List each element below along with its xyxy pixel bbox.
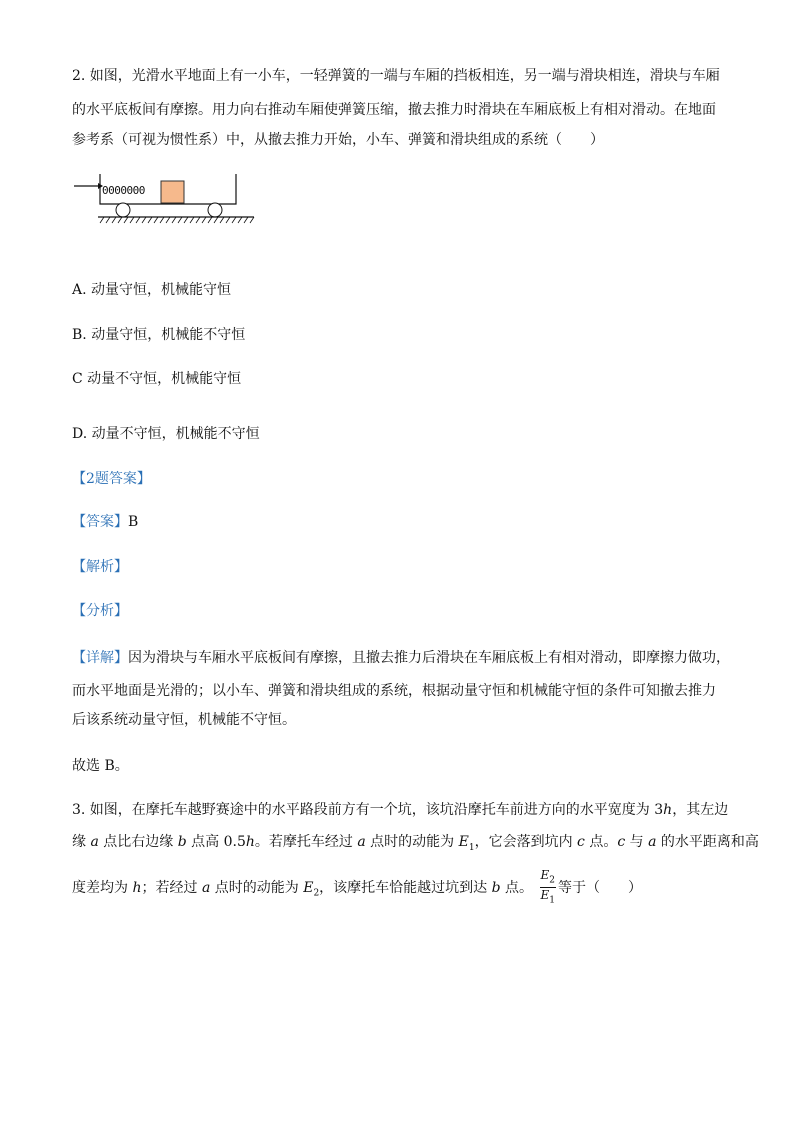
q3-text: 。若摩托车经过 bbox=[254, 834, 358, 850]
q3-text: ，它会落到坑内 bbox=[474, 834, 578, 850]
analysis-label: 【解析】 bbox=[72, 559, 128, 575]
cart-spring-figure bbox=[70, 170, 260, 228]
q3-text: 点比右边缘 bbox=[98, 834, 178, 850]
var-h: h bbox=[245, 834, 255, 850]
conclusion: 故选 B。 bbox=[72, 758, 129, 774]
slider-block bbox=[161, 181, 184, 203]
var-b: b bbox=[177, 834, 187, 850]
q3-text: 等于（ ） bbox=[558, 879, 642, 896]
fraction-numerator bbox=[540, 868, 557, 888]
q2-line-1: 2. 如图，光滑水平地面上有一小车，一轻弹簧的一端与车厢的挡板相连，另一端与滑块相连，滑块与车厢 bbox=[72, 68, 720, 84]
q3-text: 3. 如图，在摩托车越野赛途中的水平路段前方有一个坑，该坑沿摩托车前进方向的水平宽度为 3 bbox=[72, 802, 664, 818]
q3-text: 与 bbox=[625, 834, 649, 850]
fenxi-label: 【分析】 bbox=[72, 603, 128, 619]
spring-label: 0000000 bbox=[102, 184, 145, 197]
q3-text: ，其左边 bbox=[672, 802, 729, 818]
detail-line-3: 后该系统动量守恒，机械能不守恒。 bbox=[72, 712, 296, 728]
var-h: h bbox=[132, 879, 142, 896]
answer-value: B bbox=[128, 514, 139, 530]
var-a: a bbox=[357, 834, 366, 850]
subscript: 2 bbox=[549, 875, 555, 886]
answer-label: 【答案】 bbox=[72, 514, 128, 530]
detail-line-1 bbox=[72, 648, 730, 668]
q3-text: ，该摩托车恰能越过坑到达 bbox=[319, 879, 492, 896]
wheel-right bbox=[208, 203, 222, 217]
option-d: D. 动量不守恒，机械能不守恒 bbox=[72, 426, 260, 442]
q2-line-2: 的水平底板间有摩擦。用力向右推动车厢使弹簧压缩，撤去推力时滑块在车厢底板上有相对滑动。在地面 bbox=[72, 102, 716, 118]
q3-text: ；若经过 bbox=[141, 879, 202, 896]
detail-line-2: 而水平地面是光滑的；以小车、弹簧和滑块组成的系统，根据动量守恒和机械能守恒的条件可知撤去推力 bbox=[72, 683, 716, 699]
cart-figure-svg bbox=[70, 170, 260, 228]
q3-text: 点。 bbox=[500, 879, 534, 896]
subscript: 1 bbox=[549, 895, 555, 906]
option-a: A. 动量守恒，机械能守恒 bbox=[72, 282, 232, 298]
wheel-left bbox=[116, 203, 130, 217]
detail-text-1: 因为滑块与车厢水平底板间有摩擦，且撤去推力后滑块在车厢底板上有相对滑动，即摩擦力做功， bbox=[128, 650, 730, 666]
var-E: E bbox=[540, 868, 550, 882]
var-a: a bbox=[648, 834, 657, 850]
answer-header: 【2题答案】 bbox=[72, 471, 151, 487]
q2-line-3: 参考系（可视为惯性系）中，从撤去推力开始，小车、弹簧和滑块组成的系统（ ） bbox=[72, 132, 604, 148]
var-a: a bbox=[90, 834, 99, 850]
var-a: a bbox=[201, 879, 211, 896]
q3-text: 点时的动能为 bbox=[365, 834, 459, 850]
q3-line-1 bbox=[72, 800, 728, 820]
q3-text: 点高 0.5 bbox=[186, 834, 246, 850]
detail-label: 【详解】 bbox=[72, 650, 128, 666]
option-b: B. 动量守恒，机械能不守恒 bbox=[72, 327, 246, 343]
var-E: E bbox=[458, 834, 469, 850]
energy-ratio-fraction bbox=[540, 868, 557, 908]
var-E: E bbox=[303, 879, 314, 896]
q3-text: 度差均为 bbox=[72, 879, 133, 896]
subscript: 1 bbox=[468, 842, 475, 853]
q3-text: 点。 bbox=[584, 834, 618, 850]
ground-hatching bbox=[100, 217, 254, 223]
var-c: c bbox=[617, 834, 626, 850]
var-b: b bbox=[491, 879, 501, 896]
q3-line-3 bbox=[72, 868, 642, 908]
answer-line bbox=[72, 512, 138, 532]
q3-text: 点时的动能为 bbox=[210, 879, 304, 896]
q3-line-2 bbox=[72, 832, 759, 858]
subscript: 2 bbox=[313, 888, 320, 899]
var-c: c bbox=[577, 834, 585, 850]
q3-text: 的水平距离和高 bbox=[656, 834, 759, 850]
fraction-denominator bbox=[540, 888, 557, 907]
q3-text: 缘 bbox=[72, 834, 91, 850]
option-c: C 动量不守恒，机械能守恒 bbox=[72, 371, 242, 387]
var-h: h bbox=[663, 802, 673, 818]
var-E: E bbox=[540, 888, 550, 903]
